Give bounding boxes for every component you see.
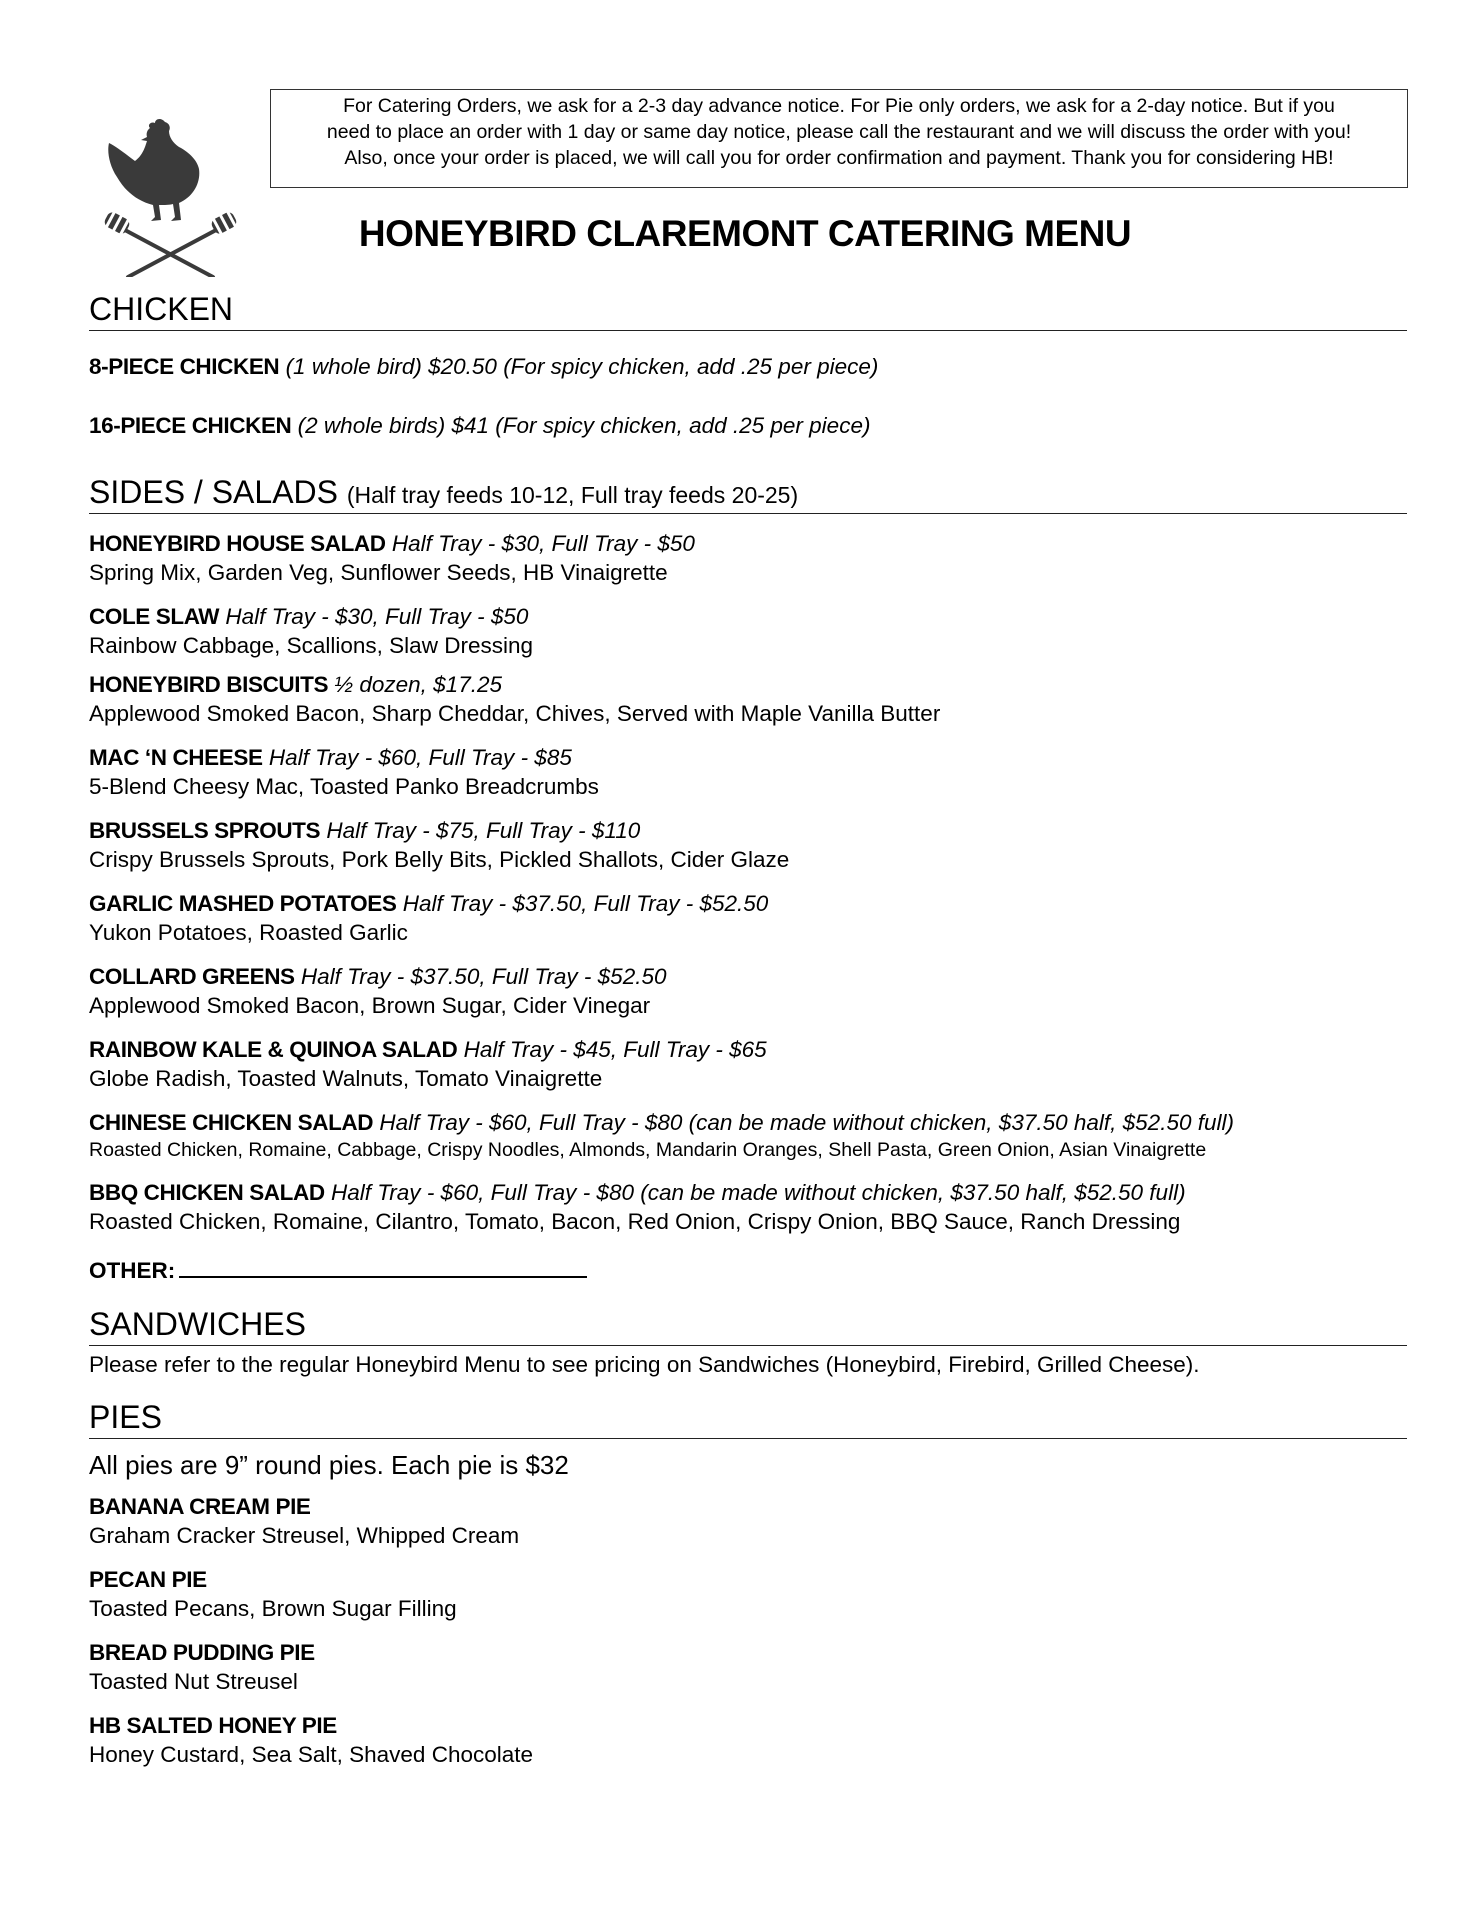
menu-item	[89, 1037, 767, 1063]
item-name: RAINBOW KALE & QUINOA SALAD	[89, 1037, 458, 1062]
item-name: HONEYBIRD HOUSE SALAD	[89, 531, 386, 556]
item-description: Applewood Smoked Bacon, Brown Sugar, Cider Vinegar	[89, 993, 651, 1018]
menu-item	[89, 891, 768, 917]
item-price: Half Tray - $45, Full Tray - $65	[463, 1037, 767, 1062]
item-description: 5-Blend Cheesy Mac, Toasted Panko Breadcrumbs	[89, 774, 599, 799]
section-title: CHICKEN	[89, 291, 234, 327]
hen-icon	[108, 119, 199, 221]
item-price: Half Tray - $60, Full Tray - $80 (can be made without chicken, $37.50 half, $52.50 full)	[379, 1110, 1234, 1135]
menu-item	[89, 1110, 1234, 1136]
item-name: HB SALTED HONEY PIE	[89, 1713, 337, 1738]
item-name: BBQ CHICKEN SALAD	[89, 1180, 325, 1205]
item-description: Rainbow Cabbage, Scallions, Slaw Dressing	[89, 633, 533, 658]
item-price: ½ dozen, $17.25	[334, 672, 502, 697]
section-sandwiches-heading	[89, 1305, 1407, 1346]
item-name: BREAD PUDDING PIE	[89, 1640, 315, 1665]
sandwiches-text: Please refer to the regular Honeybird Menu to see pricing on Sandwiches (Honeybird, Firebird, Grilled Cheese).	[89, 1352, 1200, 1377]
item-name: PECAN PIE	[89, 1567, 207, 1592]
other-blank-line	[179, 1254, 587, 1278]
pie-item	[89, 1713, 337, 1739]
item-name: GARLIC MASHED POTATOES	[89, 891, 397, 916]
section-title: SIDES / SALADS (Half tray feeds 10-12, Full tray feeds 20-25)	[89, 474, 799, 510]
item-name: BRUSSELS SPROUTS	[89, 818, 321, 843]
item-name: MAC ‘N CHEESE	[89, 745, 263, 770]
item-description: Spring Mix, Garden Veg, Sunflower Seeds, HB Vinaigrette	[89, 560, 668, 585]
item-price: Half Tray - $30, Full Tray - $50	[225, 604, 529, 629]
item-price: (2 whole birds) $41 (For spicy chicken, add .25 per piece)	[297, 413, 871, 438]
pie-item	[89, 1640, 315, 1666]
honey-dipper-icon	[123, 229, 218, 277]
item-description: Toasted Nut Streusel	[89, 1669, 298, 1694]
honeybird-logo	[103, 117, 238, 277]
notice-line: need to place an order with 1 day or same day notice, please call the restaurant and we will discuss the order with you!	[326, 121, 1352, 143]
notice-line: Also, once your order is placed, we will call you for order confirmation and payment. Thank you for considering HB!	[344, 147, 1334, 169]
item-description: Graham Cracker Streusel, Whipped Cream	[89, 1523, 520, 1548]
item-description: Roasted Chicken, Romaine, Cilantro, Tomato, Bacon, Red Onion, Crispy Onion, BBQ Sauce, Ranch Dressing	[89, 1209, 1181, 1234]
menu-item	[89, 818, 640, 844]
section-note: (Half tray feeds 10-12, Full tray feeds 20-25)	[346, 482, 799, 508]
menu-item	[89, 1180, 1186, 1206]
catering-notice-box	[270, 89, 1408, 188]
item-description: Crispy Brussels Sprouts, Pork Belly Bits, Pickled Shallots, Cider Glaze	[89, 847, 790, 872]
item-description: Applewood Smoked Bacon, Sharp Cheddar, Chives, Served with Maple Vanilla Butter	[89, 701, 941, 726]
page-title: HONEYBIRD CLAREMONT CATERING MENU	[358, 213, 1132, 254]
pies-intro: All pies are 9” round pies. Each pie is $32	[89, 1450, 569, 1480]
menu-item	[89, 413, 870, 439]
item-price: Half Tray - $37.50, Full Tray - $52.50	[402, 891, 769, 916]
section-title: SANDWICHES	[89, 1306, 306, 1342]
item-price: Half Tray - $37.50, Full Tray - $52.50	[300, 964, 667, 989]
item-description: Toasted Pecans, Brown Sugar Filling	[89, 1596, 457, 1621]
item-name: COLE SLAW	[89, 604, 220, 629]
section-title: PIES	[89, 1399, 162, 1435]
item-price: Half Tray - $60, Full Tray - $80 (can be made without chicken, $37.50 half, $52.50 full)	[330, 1180, 1186, 1205]
item-description: Roasted Chicken, Romaine, Cabbage, Crispy Noodles, Almonds, Mandarin Oranges, Shell Pasta, Green Onion, Asian Vinaigrette	[89, 1139, 1207, 1161]
item-name: BANANA CREAM PIE	[89, 1494, 311, 1519]
item-name: HONEYBIRD BISCUITS	[89, 672, 329, 697]
item-name: CHINESE CHICKEN SALAD	[89, 1110, 374, 1135]
menu-item	[89, 531, 695, 557]
menu-item	[89, 745, 572, 771]
section-chicken-heading	[89, 290, 1407, 331]
item-price: (1 whole bird) $20.50 (For spicy chicken, add .25 per piece)	[285, 354, 879, 379]
menu-item	[89, 964, 666, 990]
item-price: Half Tray - $60, Full Tray - $85	[268, 745, 572, 770]
notice-line: For Catering Orders, we ask for a 2-3 day advance notice. For Pie only orders, we ask for a 2-day notice. But if you	[343, 95, 1335, 117]
item-name: 16-PIECE CHICKEN	[89, 413, 292, 438]
section-sides-heading	[89, 473, 1407, 514]
item-description: Honey Custard, Sea Salt, Shaved Chocolate	[89, 1742, 534, 1767]
other-label: OTHER:	[89, 1258, 176, 1283]
menu-item	[89, 604, 528, 630]
pie-item	[89, 1567, 207, 1593]
item-name: COLLARD GREENS	[89, 964, 295, 989]
menu-item	[89, 354, 878, 380]
menu-item	[89, 672, 502, 698]
section-pies-heading	[89, 1398, 1407, 1439]
pie-item	[89, 1494, 311, 1520]
item-price: Half Tray - $30, Full Tray - $50	[391, 531, 695, 556]
item-description: Globe Radish, Toasted Walnuts, Tomato Vinaigrette	[89, 1066, 603, 1091]
item-name: 8-PIECE CHICKEN	[89, 354, 280, 379]
item-price: Half Tray - $75, Full Tray - $110	[326, 818, 641, 843]
other-field	[89, 1254, 587, 1284]
item-description: Yukon Potatoes, Roasted Garlic	[89, 920, 408, 945]
